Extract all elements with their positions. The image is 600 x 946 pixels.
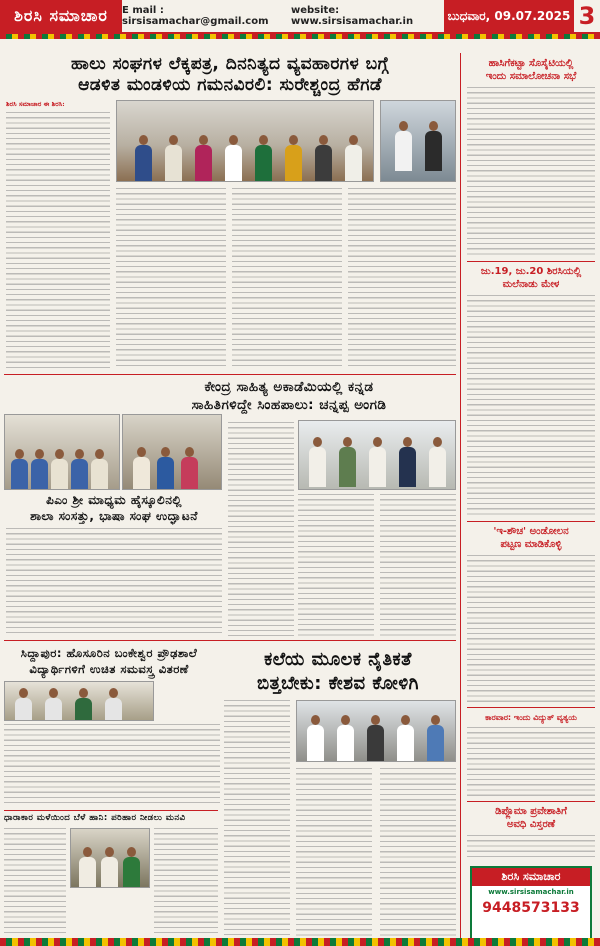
story2-photo	[298, 420, 456, 490]
masthead-date: ಬುಧವಾರ, 09.07.2025	[444, 0, 574, 32]
sidebar-story5-body	[467, 835, 595, 861]
story5-body-col3	[380, 768, 456, 936]
sidebar-story4-body	[467, 727, 595, 797]
sidebar-story1: ಹಾಸಿಗೆಕಟ್ಟಾ ಸೊಸೈಟಿಯಲ್ಲಿ ಇಂದು ಸಮಾಲೋಚನಾ ಸಭೆ	[485, 58, 577, 82]
story3-body	[6, 528, 222, 636]
promo-ad	[470, 866, 592, 940]
story5-photo	[296, 700, 456, 762]
divider	[4, 810, 218, 811]
lead-dateline: ಶಿರಸಿ ಸಮಾಚಾರ ಈ ಶಿರಸಿ:	[6, 100, 65, 108]
masthead-email: E mail : sirsisamachar@gmail.com	[122, 5, 269, 27]
sidebar-story3: 'ಇ-ಶೌಚ' ಅಂಡೋಲನ ಪಟ್ಟಣ ಮಾಡಿಕೊಳ್ಳಿ	[493, 526, 569, 550]
story6-headline: ಧಾರಾಕಾರ ಮಳೆಯಿಂದ ಬೆಳೆ ಹಾನಿ: ಪರಿಹಾರ ನೀಡಲು ಮನವಿ	[4, 813, 186, 823]
story5-headline: ಕಲೆಯ ಮೂಲಕ ನೈತಿಕತೆ ಬಿತ್ತಬೇಕು: ಕೇಶವ ಕೋಳಿಗಿ	[257, 649, 419, 694]
story5-body-col2	[296, 768, 372, 936]
masthead-contact	[122, 0, 444, 32]
masthead-brand: ಶಿರಸಿ ಸಮಾಚಾರ	[0, 0, 122, 32]
sidebar	[460, 53, 600, 946]
story6-photo	[70, 828, 150, 888]
lead-body-col2	[116, 188, 226, 368]
story2-body-col2	[298, 494, 374, 636]
masthead-website: website: www.sirsisamachar.in	[290, 5, 414, 27]
divider	[4, 374, 456, 375]
sidebar-story5: ಡಿಪ್ಲೊಮಾ ಪ್ರವೇಶಾತಿಗೆ ಅವಧಿ ವಿಸ್ತರಣೆ	[495, 806, 567, 830]
story4-photo	[4, 681, 154, 721]
ad-brand: ಶಿರಸಿ ಸಮಾಚಾರ	[472, 868, 590, 886]
ad-website: www.sirsisamachar.in	[488, 888, 574, 896]
divider	[4, 640, 456, 641]
story3-photo	[4, 414, 120, 490]
story4-body	[4, 724, 220, 806]
story2-body-col1	[228, 422, 294, 636]
story4-headline: ಸಿದ್ದಾಪುರ: ಹೊಸೂರಿನ ಬಂಕೇಶ್ವರ ಪ್ರೌಢಶಾಲೆ ವಿದ್ಯಾರ್ಥಿಗಳಿಗೆ ಉಚಿತ ಸಮವಸ್ತ್ರ ವಿತರಣೆ	[20, 646, 198, 676]
sidebar-story1-body	[467, 87, 595, 257]
sidebar-story3-body	[467, 555, 595, 703]
decorative-footer	[0, 938, 600, 946]
story2-body-col3	[380, 494, 456, 636]
story6-body-col2	[154, 828, 218, 936]
lead-headline: ಹಾಲು ಸಂಘಗಳ ಲೆಕ್ಕಪತ್ರ, ದಿನನಿತ್ಯದ ವ್ಯವಹಾರಗಳ ಬಗ್ಗೆ ಆಡಳಿತ ಮಂಡಳಿಯ ಗಮನವಿರಲಿ: ಸುರೇಶ್ಚಂದ್ರ ಹೆಗಡೆ	[70, 54, 390, 95]
story5-body-col1	[224, 700, 290, 936]
sidebar-story4: ಕಾರವಾರ: ಇಂದು ವಿದ್ಯುತ್‌ ವ್ಯತ್ಯಯ	[485, 713, 577, 722]
story6-body-col1	[4, 828, 66, 936]
decorative-border	[0, 34, 600, 39]
story3-photo-2	[122, 414, 222, 490]
story3-headline: ಪಿಎಂ ಶ್ರೀ ಮಾಧ್ಯಮ ಹೈಸ್ಕೂಲಿನಲ್ಲಿ ಶಾಲಾ ಸಂಸತ್ತು, ಭಾಷಾ ಸಂಘ ಉದ್ಘಾಟನೆ	[30, 493, 198, 523]
lead-body-col3	[232, 188, 342, 368]
masthead	[0, 0, 600, 34]
sidebar-story2: ಜು.19, ಜು.20 ಶಿರಸಿಯಲ್ಲಿ ಮಲೆನಾಡು ಮೇಳ	[480, 266, 582, 290]
lead-photo	[116, 100, 374, 182]
story2-headline: ಕೇಂದ್ರ ಸಾಹಿತ್ಯ ಅಕಾಡೆಮಿಯಲ್ಲಿ ಕನ್ನಡ ಸಾಹಿತಿಗಳಿದ್ದೇ ಸಿಂಹಪಾಲು: ಚನ್ನಪ್ಪ ಅಂಗಡಿ	[191, 379, 387, 413]
sidebar-story2-body	[467, 295, 595, 517]
lead-body-col1	[6, 100, 110, 368]
lead-photo-inset	[380, 100, 456, 182]
lead-body-col4	[348, 188, 456, 368]
ad-phone: 9448573133	[482, 900, 580, 916]
page-number: 3	[574, 0, 600, 32]
